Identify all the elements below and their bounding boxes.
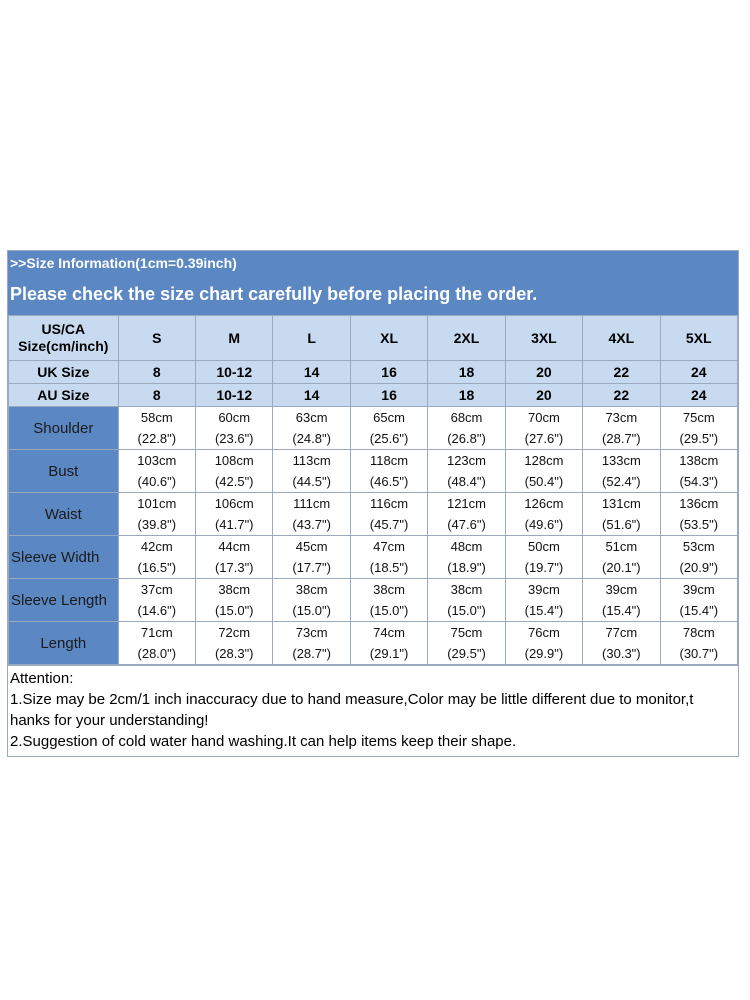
measure-inch: (54.3") (679, 474, 719, 489)
measure-inch: (43.7") (292, 517, 331, 532)
measure-cm: 75cm (450, 625, 483, 640)
measure-inch: (17.3") (214, 560, 254, 575)
measure-cm: 65cm (373, 410, 405, 425)
corner-label (9, 316, 119, 361)
measure-cm: 78cm (682, 625, 715, 640)
us-size-row (9, 316, 738, 361)
measure-cm: 128cm (524, 453, 564, 468)
measure-cm: 71cm (140, 625, 173, 640)
measure-inch: (18.9") (447, 560, 486, 575)
measure-cm: 126cm (524, 496, 564, 511)
measure-cm: 44cm (218, 539, 251, 554)
measure-cell (350, 450, 427, 493)
us-size-2: M (196, 316, 273, 361)
measure-cm: 38cm (373, 582, 405, 597)
size-table (8, 315, 738, 665)
measure-cm: 138cm (679, 453, 719, 468)
measure-cell (273, 536, 350, 579)
measure-cell (660, 407, 737, 450)
measure-cell (273, 407, 350, 450)
au-size-8: 24 (660, 384, 737, 407)
measure-cell (350, 536, 427, 579)
measure-row (9, 622, 738, 665)
measure-row (9, 493, 738, 536)
measure-cell (196, 407, 273, 450)
us-size-5: 2XL (428, 316, 505, 361)
au-size-6: 20 (505, 384, 582, 407)
measure-cm: 70cm (528, 410, 560, 425)
measure-label: Sleeve Length (9, 579, 119, 622)
measure-inch: (51.6") (602, 517, 641, 532)
measure-inch: (23.6") (214, 431, 254, 446)
measure-cm: 37cm (140, 582, 173, 597)
measure-inch: (20.1") (602, 560, 641, 575)
measure-cell (118, 493, 195, 536)
measure-cell (428, 579, 505, 622)
measure-inch: (27.6") (524, 431, 564, 446)
measure-cell (660, 622, 737, 665)
measure-cell (118, 536, 195, 579)
measure-cm: 38cm (295, 582, 328, 597)
measure-cell (196, 579, 273, 622)
measure-cm: 39cm (682, 582, 715, 597)
measure-cell (350, 493, 427, 536)
size-chart (7, 250, 739, 757)
measure-cm: 111cm (293, 496, 331, 511)
measure-label: Waist (9, 493, 119, 536)
measure-inch: (20.9") (679, 560, 719, 575)
measure-cm: 73cm (605, 410, 638, 425)
measure-cm: 123cm (446, 453, 486, 468)
measure-cell (660, 450, 737, 493)
measure-inch: (15.0") (369, 603, 409, 618)
measure-cell (660, 536, 737, 579)
au-size-5: 18 (428, 384, 505, 407)
measure-cell (428, 450, 505, 493)
measure-cm: 39cm (605, 582, 638, 597)
measure-cell (583, 622, 660, 665)
measure-inch: (15.0") (447, 603, 486, 618)
us-size-8: 5XL (660, 316, 737, 361)
uk-size-5: 18 (428, 361, 505, 384)
measure-cm: 39cm (528, 582, 560, 597)
measure-inch: (18.5") (369, 560, 409, 575)
size-info-title: >>Size Information(1cm=0.39inch) (10, 255, 237, 271)
corner-label-line2: Size(cm/inch) (18, 338, 109, 354)
measure-inch: (52.4") (602, 474, 641, 489)
measure-inch: (15.4") (602, 603, 641, 618)
measure-inch: (15.0") (292, 603, 331, 618)
measure-cell (196, 536, 273, 579)
measure-row (9, 450, 738, 493)
measure-cm: 58cm (140, 410, 173, 425)
measure-inch: (48.4") (447, 474, 486, 489)
measure-cm: 63cm (295, 410, 328, 425)
measure-inch: (19.7") (524, 560, 564, 575)
note-line-1: 1.Size may be 2cm/1 inch inaccuracy due to hand measure,Color may be little different due to monitor,t hanks for your understanding! (10, 691, 694, 729)
measure-row (9, 579, 738, 622)
measure-row (9, 407, 738, 450)
uk-size-6: 20 (505, 361, 582, 384)
measure-inch: (22.8") (137, 431, 177, 446)
au-size-2: 10-12 (196, 384, 273, 407)
size-check-notice: Please check the size chart carefully before placing the order. (10, 284, 538, 304)
uk-size-3: 14 (273, 361, 350, 384)
measure-cell (505, 407, 582, 450)
uk-size-7: 22 (583, 361, 660, 384)
measure-cm: 75cm (682, 410, 715, 425)
measure-inch: (30.3") (602, 646, 641, 661)
measure-cm: 48cm (450, 539, 483, 554)
us-size-6: 3XL (505, 316, 582, 361)
measure-cell (118, 579, 195, 622)
measure-inch: (30.7") (679, 646, 719, 661)
measure-cell (583, 450, 660, 493)
us-size-7: 4XL (583, 316, 660, 361)
measure-cm: 106cm (214, 496, 254, 511)
measure-cm: 42cm (140, 539, 173, 554)
uk-size-4: 16 (350, 361, 427, 384)
measure-inch: (47.6") (447, 517, 486, 532)
measure-cell (583, 536, 660, 579)
au-size-label: AU Size (9, 384, 119, 407)
au-size-7: 22 (583, 384, 660, 407)
measure-cell (350, 579, 427, 622)
measure-cm: 50cm (528, 539, 560, 554)
measure-cm: 53cm (682, 539, 715, 554)
measure-cell (660, 579, 737, 622)
attention-title: Attention: (10, 670, 74, 687)
measure-cell (196, 493, 273, 536)
measure-inch: (14.6") (137, 603, 177, 618)
measure-cm: 118cm (370, 453, 409, 468)
measure-inch: (46.5") (369, 474, 409, 489)
measure-inch: (44.5") (292, 474, 331, 489)
measure-cell (118, 407, 195, 450)
us-size-1: S (118, 316, 195, 361)
measure-inch: (28.3") (214, 646, 254, 661)
measure-row (9, 536, 738, 579)
measure-cm: 60cm (218, 410, 251, 425)
measure-cm: 45cm (295, 539, 328, 554)
measure-inch: (50.4") (524, 474, 564, 489)
measure-label: Bust (9, 450, 119, 493)
measure-inch: (17.7") (292, 560, 331, 575)
measure-cm: 38cm (450, 582, 483, 597)
measure-cell (505, 493, 582, 536)
measure-cell (428, 622, 505, 665)
measure-inch: (15.4") (679, 603, 719, 618)
measure-cell (273, 579, 350, 622)
au-size-row (9, 384, 738, 407)
measure-inch: (26.8") (447, 431, 486, 446)
measure-inch: (42.5") (214, 474, 254, 489)
measure-cell (505, 536, 582, 579)
measure-inch: (25.6") (369, 431, 409, 446)
uk-size-8: 24 (660, 361, 737, 384)
measure-inch: (29.9") (524, 646, 564, 661)
measure-cm: 38cm (218, 582, 251, 597)
measure-inch: (24.8") (292, 431, 331, 446)
uk-size-1: 8 (118, 361, 195, 384)
measure-cell (350, 407, 427, 450)
measure-inch: (28.7") (602, 431, 641, 446)
measure-label: Shoulder (9, 407, 119, 450)
measure-cm: 68cm (450, 410, 483, 425)
note-line-2: 2.Suggestion of cold water hand washing.It can help items keep their shape. (10, 733, 517, 750)
measure-inch: (15.0") (214, 603, 254, 618)
measure-cm: 121cm (446, 496, 486, 511)
measure-cm: 77cm (605, 625, 638, 640)
measure-inch: (28.7") (292, 646, 331, 661)
measure-cell (273, 622, 350, 665)
corner-label-line1: US/CA (41, 321, 86, 337)
measure-cell (660, 493, 737, 536)
measure-inch: (45.7") (369, 517, 409, 532)
measure-cm: 116cm (370, 496, 409, 511)
measure-cm: 108cm (214, 453, 254, 468)
measure-inch: (29.1") (369, 646, 409, 661)
measure-cm: 51cm (605, 539, 638, 554)
measure-inch: (15.4") (524, 603, 564, 618)
measure-inch: (49.6") (524, 517, 564, 532)
measure-cell (428, 407, 505, 450)
measure-inch: (29.5") (679, 431, 719, 446)
measure-cell (273, 450, 350, 493)
measure-cell (583, 579, 660, 622)
measure-cell (428, 536, 505, 579)
measure-cm: 133cm (601, 453, 641, 468)
measure-inch: (39.8") (137, 517, 177, 532)
measure-inch: (16.5") (137, 560, 177, 575)
measure-cell (118, 450, 195, 493)
measure-cm: 113cm (292, 453, 331, 468)
measure-cm: 73cm (295, 625, 328, 640)
measure-cell (505, 622, 582, 665)
measure-cell (505, 579, 582, 622)
measure-cell (118, 622, 195, 665)
measure-label: Length (9, 622, 119, 665)
measure-cm: 101cm (137, 496, 177, 511)
uk-size-label: UK Size (9, 361, 119, 384)
us-size-4: XL (350, 316, 427, 361)
measure-inch: (41.7") (214, 517, 254, 532)
measure-cell (505, 450, 582, 493)
measure-cm: 72cm (218, 625, 251, 640)
measure-cm: 136cm (679, 496, 719, 511)
attention-notes (8, 665, 738, 756)
au-size-1: 8 (118, 384, 195, 407)
measure-inch: (40.6") (137, 474, 177, 489)
measure-cell (583, 407, 660, 450)
measure-cell (273, 493, 350, 536)
measure-cm: 131cm (601, 496, 641, 511)
measure-cell (583, 493, 660, 536)
au-size-3: 14 (273, 384, 350, 407)
measure-label: Sleeve Width (9, 536, 119, 579)
measure-cm: 47cm (373, 539, 405, 554)
uk-size-2: 10-12 (196, 361, 273, 384)
measure-inch: (28.0") (137, 646, 177, 661)
measure-cm: 74cm (373, 625, 405, 640)
size-info-banner (8, 251, 738, 315)
measure-cell (196, 622, 273, 665)
uk-size-row (9, 361, 738, 384)
us-size-3: L (273, 316, 350, 361)
measure-cm: 103cm (137, 453, 177, 468)
measure-inch: (29.5") (447, 646, 486, 661)
measure-cm: 76cm (528, 625, 560, 640)
au-size-4: 16 (350, 384, 427, 407)
measure-cell (428, 493, 505, 536)
measure-inch: (53.5") (679, 517, 719, 532)
measure-cell (350, 622, 427, 665)
measure-cell (196, 450, 273, 493)
